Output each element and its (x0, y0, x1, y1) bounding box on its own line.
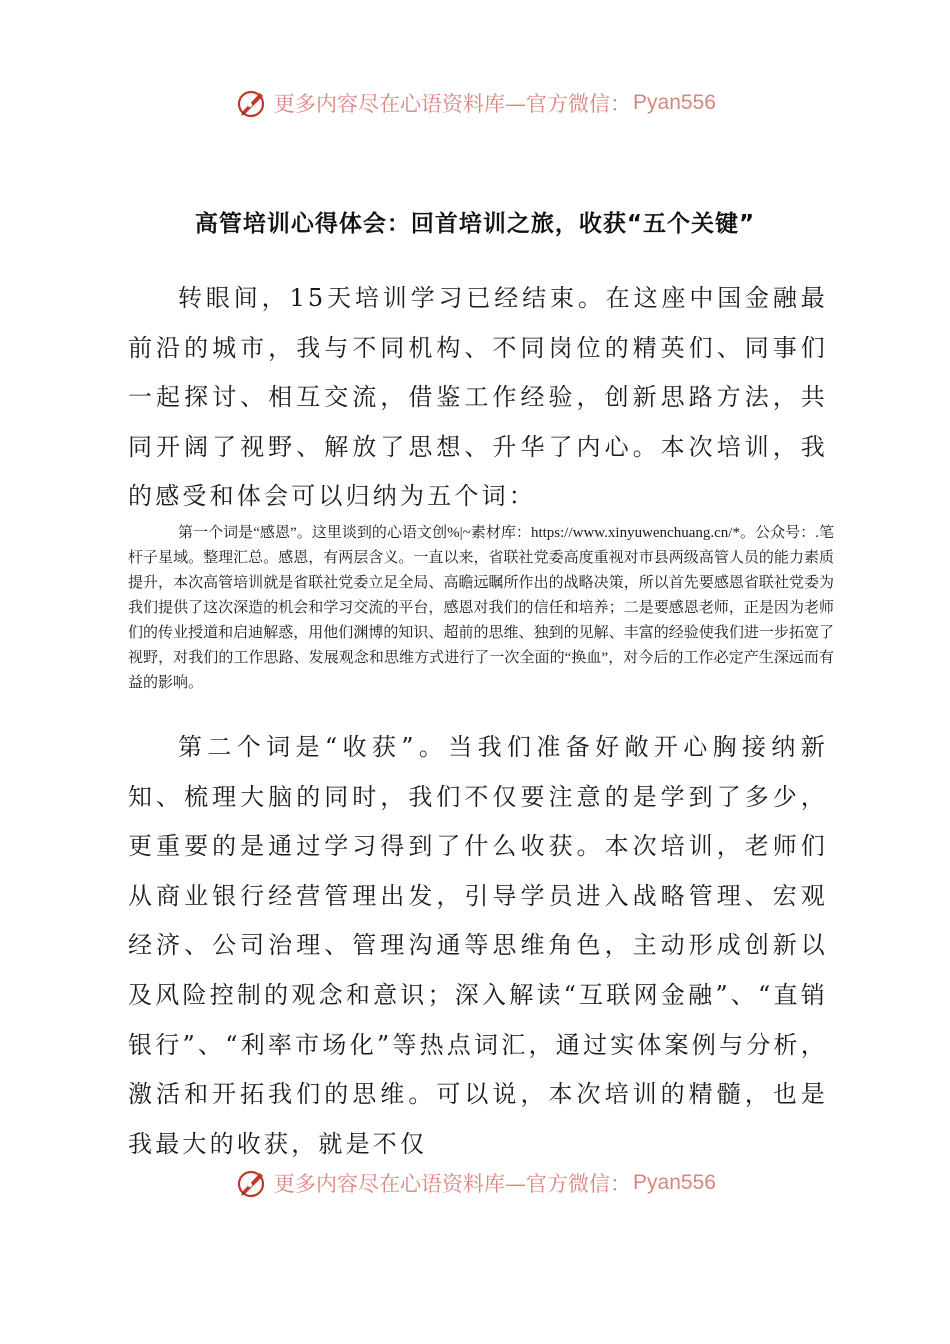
pen-logo-icon (234, 1165, 270, 1201)
watermark-wechat-id: Pyan556 (633, 1171, 716, 1194)
watermark-text: 更多内容尽在心语资料库—官方微信： (274, 1172, 632, 1196)
document-title: 高管培训心得体会：回首培训之旅，收获“五个关键” (194, 211, 756, 237)
watermark-text: 更多内容尽在心语资料库—官方微信： (274, 92, 632, 116)
footer-watermark-banner (0, 1163, 950, 1203)
watermark-wechat-id: Pyan556 (633, 91, 716, 114)
paragraph-gratitude: 第一个词是“感恩”。这里谈到的心语文创%|~素材库：https://www.xinyuwenchuang.cn/*。公众号：.笔杆子星域。整理汇总。感恩，有两层含义。一直以来，省联社党委高度重视对市县两级高管人员的能力素质提升，本次高管培训就是省联社党委立足全局、高瞻远瞩所作出的战略决策，所以首先要感恩省联社党委为我们提供了这次深造的机会和学习交流的平台，感恩对我们的信任和培养；二是要感恩老师，正是因为老师们的传业授道和启迪解惑，用他们渊博的知识、超前的思维、独到的见解、丰富的经验使我们进一步拓宽了视野，对我们的工作思路、发展观念和思维方式进行了一次全面的“换血”，对今后的工作必定产生深远而有益的影响。 (128, 525, 834, 691)
paragraph-harvest: 第二个词是“收获”。当我们准备好敞开心胸接纳新知、梳理大脑的同时，我们不仅要注意的是学到了多少，更重要的是通过学习得到了什么收获。本次培训，老师们从商业银行经营管理出发，引导学员进入战略管理、宏观经济、公司治理、管理沟通等思维角色，主动形成创新以及风险控制的观念和意识；深入解读“互联网金融”、“直销银行”、“利率市场化”等热点词汇，通过实体案例与分析，激活和开拓我们的思维。可以说，本次培训的精髓，也是我最大的收获，就是不仅 (128, 733, 828, 1158)
header-watermark-banner (0, 83, 950, 123)
pen-logo-icon (234, 85, 270, 121)
paragraph-intro: 转眼间，15天培训学习已经结束。在这座中国金融最前沿的城市，我与不同机构、不同岗位的精英们、同事们一起探讨、相互交流，借鉴工作经验，创新思路方法，共同开阔了视野、解放了思想、升华了内心。本次培训，我的感受和体会可以归纳为五个词： (128, 284, 828, 511)
